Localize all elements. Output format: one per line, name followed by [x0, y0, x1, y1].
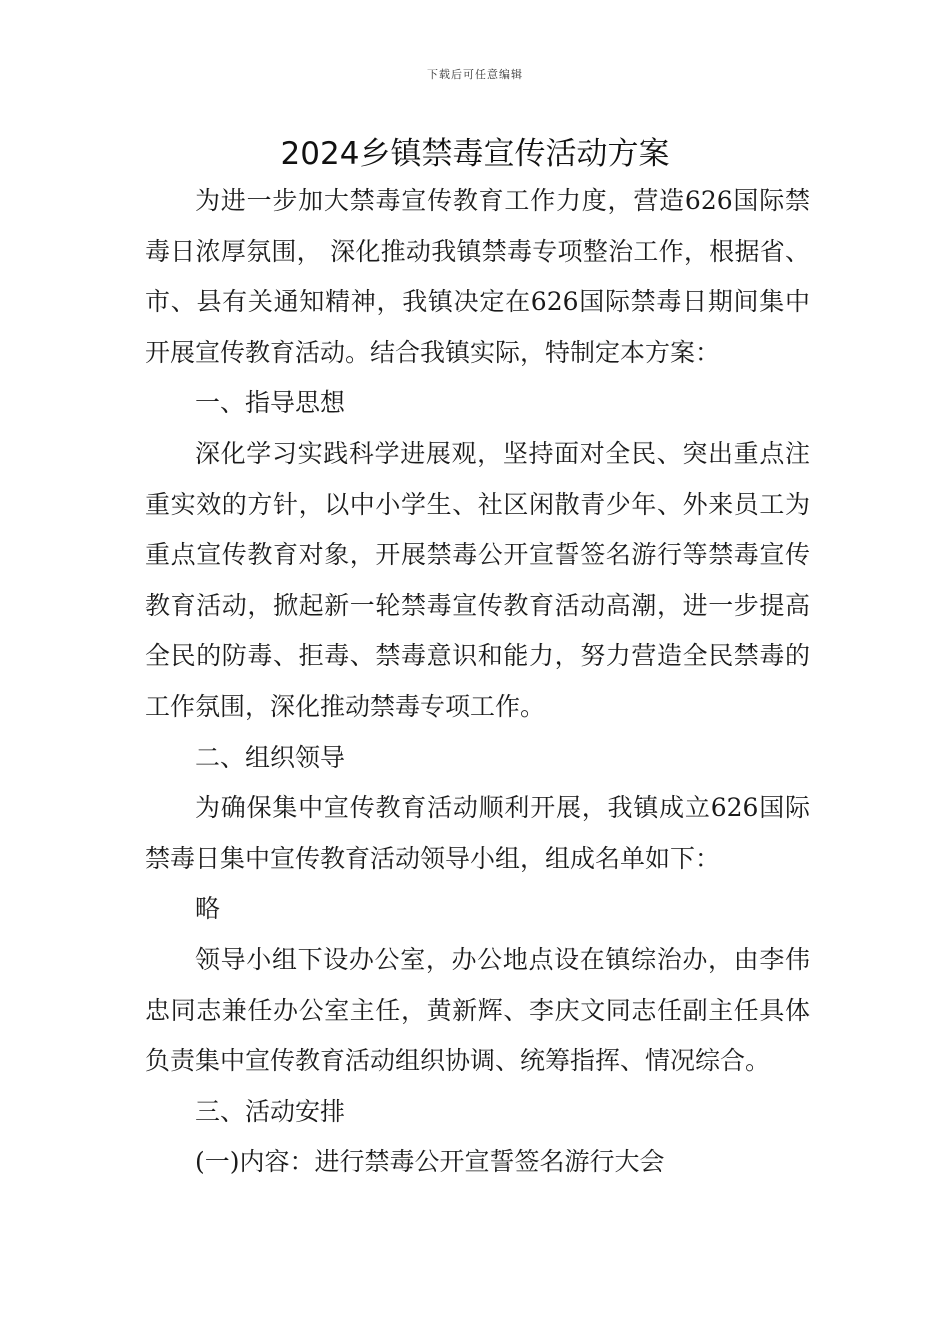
section2-heading: 二、组织领导	[195, 742, 346, 772]
section1-paragraph: 深化学习实践科学进展观，坚持面对全民、突出重点注重实效的方针，以中小学生、社区闲散青少年、外来员工为重点宣传教育对象，开展禁毒公开宣誓签名游行等禁毒宣传教育活动，掀起新一轮禁毒宣传教育活动高潮，进一步提高全民的防毒、拒毒、禁毒意识和能力，努力营造全民禁毒的工作氛围，深化推动禁毒专项工作。	[145, 438, 810, 721]
document-body	[145, 176, 810, 1188]
intro-paragraph: 为进一步加大禁毒宣传教育工作力度，营造626国际禁毒日浓厚氛围， 深化推动我镇禁毒专项整治工作，根据省、市、县有关通知精神，我镇决定在626国际禁毒日期间集中开展宣传教育活动。结合我镇实际，特制定本方案：	[145, 186, 810, 367]
section2-paragraph-2: 略	[195, 894, 221, 924]
section2-paragraph-3: 领导小组下设办公室，办公地点设在镇综治办，由李伟忠同志兼任办公室主任，黄新辉、李庆文同志任副主任具体负责集中宣传教育活动组织协调、统筹指挥、情况综合。	[145, 944, 810, 1076]
section1-heading: 一、指导思想	[195, 388, 346, 418]
section3-item-1: (一)内容：进行禁毒公开宣誓签名游行大会	[195, 1147, 665, 1177]
header-note: 下载后可任意编辑	[427, 68, 523, 81]
document-title: 2024乡镇禁毒宣传活动方案	[280, 136, 670, 172]
section2-paragraph-1: 为确保集中宣传教育活动顺利开展，我镇成立626国际禁毒日集中宣传教育活动领导小组，组成名单如下：	[145, 793, 810, 873]
section3-heading: 三、活动安排	[195, 1096, 346, 1126]
